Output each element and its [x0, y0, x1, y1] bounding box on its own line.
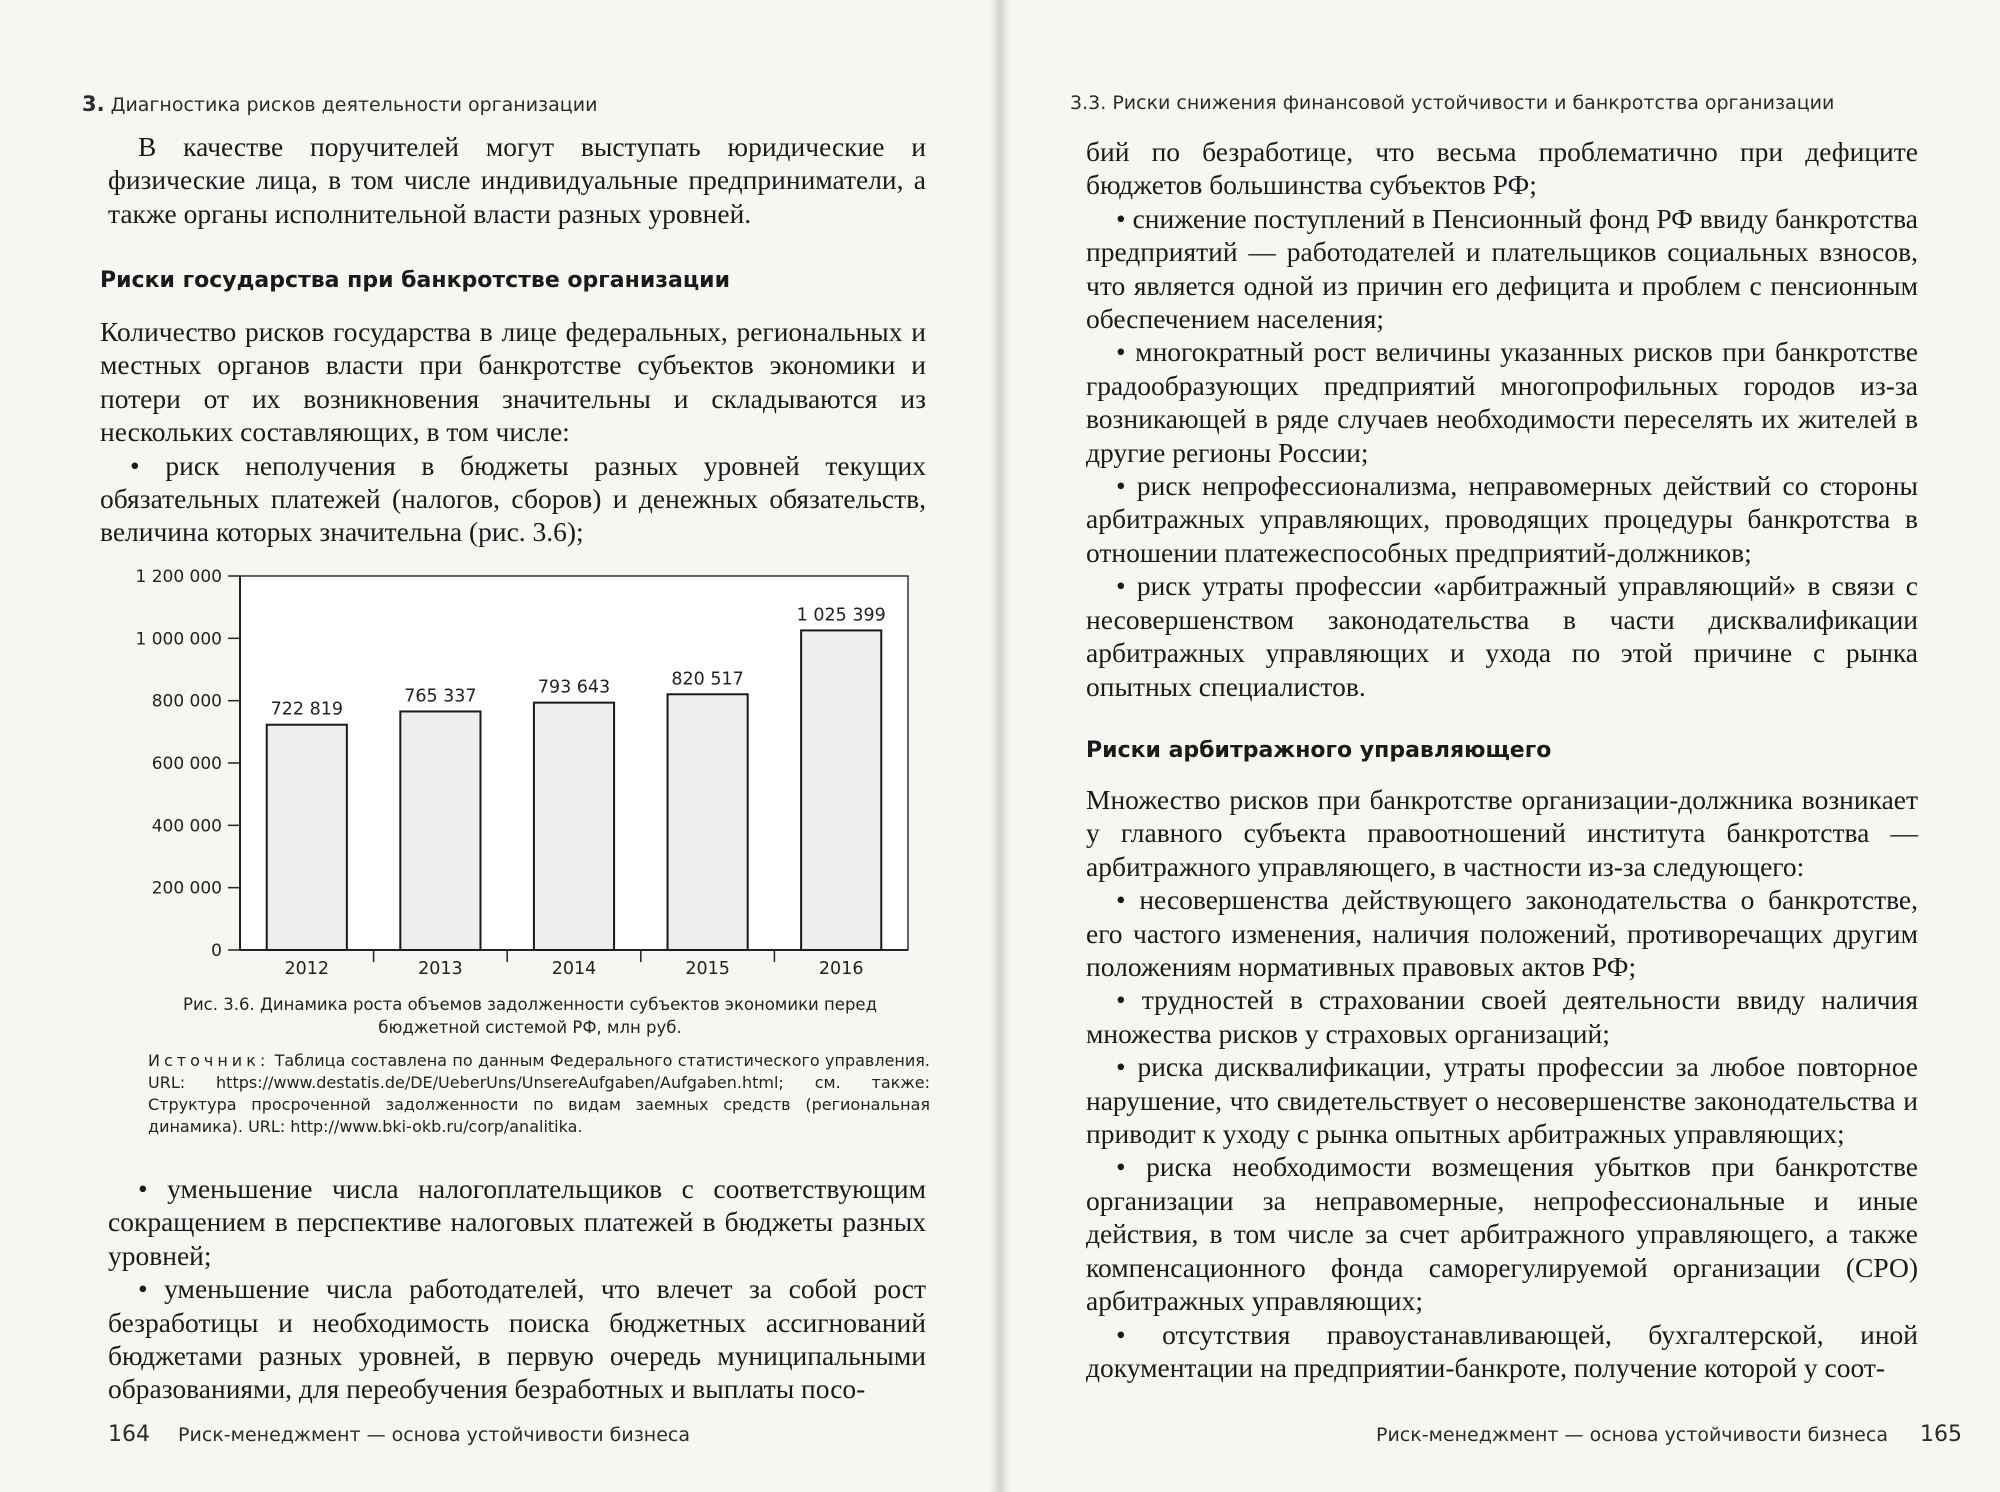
section-heading-arbitration-risks: Риски арбитражного управляющего: [1086, 738, 1552, 763]
chapter-number: 3.: [82, 92, 105, 116]
section-body-arbitration-risks: [1086, 783, 1918, 1384]
intro-paragraph: [108, 130, 926, 230]
figure-source: [148, 1050, 930, 1138]
book-gutter: [990, 0, 1010, 1492]
bar-chart: [96, 558, 926, 978]
x-tick-label: 2013: [418, 959, 463, 978]
paragraph: Количество рисков государства в лице федеральных, региональных и местных органов власти при банкротстве субъектов экономики и потери от их возникновения значительны и складываются из нескольких составляющих, в том числе:: [100, 316, 926, 448]
running-header-left: [82, 92, 597, 116]
x-tick-label: 2014: [551, 959, 597, 978]
data-label: 793 643: [537, 677, 611, 698]
y-tick-label: 1 000 000: [135, 629, 222, 650]
x-tick-label: 2012: [284, 959, 330, 978]
book-title-right: Риск-менеджмент — основа устойчивости бизнеса: [1376, 1424, 1888, 1446]
bullet-item: • риск неполучения в бюджеты разных уровней текущих обязательных платежей (налогов, сборов) и денежных обязательств, величина которых значительна (рис. 3.6);: [100, 449, 926, 548]
bullet-item: • уменьшение числа работодателей, что влечет за собой рост безработицы и необходимость поиска бюджетных ассигнований бюджетами разных уровней, в первую очередь муниципальными образованиями, для переобучения безработных и выплаты посо-: [108, 1273, 926, 1405]
bullet-item: • отсутствия правоустанавливающей, бухгалтерской, иной документации на предприятии-банкроте, получение которой у соот-: [1086, 1318, 1918, 1383]
chapter-title: Диагностика рисков деятельности организации: [110, 94, 598, 116]
bullet-item: • многократный рост величины указанных рисков при банкротстве градообразующих предприятий многопрофильных городов из-за возникающей в ряде случаев необходимости переселять их жителей в другие регионы России;: [1086, 336, 1918, 468]
bullet-item: • несовершенства действующего законодательства о банкротстве, его частого изменения, наличия положений, противоречащих другим положениям нормативных правовых актов РФ;: [1086, 884, 1918, 983]
bullet-item: • риска дисквалификации, утраты профессии за любое повторное нарушение, что свидетельствует о несовершенстве законодательства и приводит к уходу с рынка опытных арбитражных управляющих;: [1086, 1051, 1918, 1150]
bullet-item: • трудностей в страховании своей деятельности ввиду наличия множества рисков у страховых организаций;: [1086, 984, 1918, 1049]
data-label: 722 819: [270, 699, 343, 720]
section-body-state-risks: [100, 315, 926, 549]
y-tick-label: 1 200 000: [135, 567, 222, 587]
footer-left: [108, 1422, 690, 1447]
bullet-item: • уменьшение числа налогоплательщиков с соответствующим сокращением в перспективе налоговых платежей в бюджеты разных уровней;: [108, 1173, 926, 1271]
data-label: 820 517: [671, 669, 744, 690]
page-number-right: 165: [1920, 1422, 1963, 1447]
running-header-right: [1070, 92, 1834, 114]
y-tick-label: 0: [211, 941, 222, 961]
source-text: Таблица составлена по данным Федерального статистического управления. URL: https://www.destatis.de/DE/UeberUns/UnsereAufgaben/Aufgaben.html; см. также: Структура просроченной задолженности по видам заемных средств (региональная динамика). URL: http://www.bki-okb.ru/corp/analitika.: [148, 1051, 930, 1136]
bar: [400, 711, 480, 950]
bar: [668, 694, 748, 950]
bullet-item: • риск утраты профессии «арбитражный управляющий» в связи с несовершенством законодательства в части дисквалификации арбитражных управляющих и ухода по этой причине с рынка опытных специалистов.: [1086, 570, 1918, 702]
paragraph: Множество рисков при банкротстве организации-должника возникает у главного субъекта правоотношений института банкротства — арбитражного управляющего, в частности из-за следующего:: [1086, 784, 1918, 882]
section-number: 3.3.: [1070, 92, 1107, 114]
bar: [534, 703, 614, 950]
bar: [801, 630, 881, 950]
x-tick-label: 2016: [818, 959, 864, 978]
data-label: 1 025 399: [796, 605, 886, 626]
right-top-text: [1086, 135, 1918, 703]
intro-text: В качестве поручителей могут выступать юридические и физические лица, в том числе индивидуальные предприниматели, а также органы исполнительной власти разных уровней.: [108, 131, 926, 229]
source-label: Источник:: [148, 1051, 270, 1070]
left-page: [0, 0, 998, 1492]
y-tick-label: 200 000: [151, 878, 222, 899]
book-title-left: Риск-менеджмент — основа устойчивости бизнеса: [178, 1424, 691, 1446]
x-tick-label: 2015: [685, 959, 730, 978]
bar: [267, 725, 347, 950]
footer-right: [1376, 1422, 1962, 1447]
section-heading-state-risks: Риски государства при банкротстве организации: [100, 268, 731, 293]
section-body-continued: [108, 1172, 926, 1406]
bullet-item: • риска необходимости возмещения убытков при банкротстве организации за неправомерные, непрофессиональные и иные действия, в том числе за счет арбитражного управляющего, а также компенсационного фонда саморегулируемой организации (СРО) арбитражных управляющих;: [1086, 1151, 1918, 1317]
section-title: Риски снижения финансовой устойчивости и банкротства организации: [1112, 92, 1835, 114]
continued-paragraph: бий по безработице, что весьма проблематично при дефиците бюджетов большинства субъектов РФ;: [1086, 136, 1918, 201]
bullet-item: • снижение поступлений в Пенсионный фонд РФ ввиду банкротства предприятий — работодателей и плательщиков социальных взносов, что является одной из причин его дефицита и проблем с пенсионным обеспечением населения;: [1086, 202, 1918, 335]
y-tick-label: 800 000: [151, 691, 222, 712]
right-page: [998, 0, 2000, 1492]
data-label: 765 337: [404, 686, 477, 707]
figure-caption: Рис. 3.6. Динамика роста объемов задолженности субъектов экономики перед бюджетной системой РФ, млн руб.: [183, 995, 877, 1037]
y-tick-label: 600 000: [151, 754, 222, 774]
y-tick-label: 400 000: [151, 816, 222, 837]
bullet-item: • риск непрофессионализма, неправомерных действий со стороны арбитражных управляющих, проводящих процедуры банкротства в отношении платежеспособных предприятий-должников;: [1086, 470, 1918, 568]
page-number-left: 164: [108, 1422, 150, 1447]
